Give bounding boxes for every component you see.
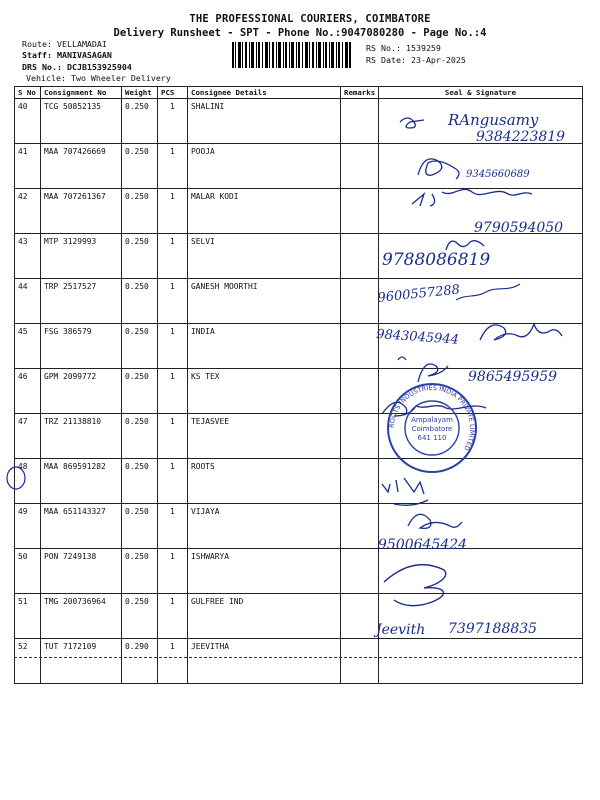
consignee-cell: GULFREE IND <box>188 594 341 639</box>
sno-cell: 44 <box>15 279 41 324</box>
staff: Staff: MANIVASAGAN <box>22 50 112 60</box>
consignee-cell: GANESH MOORTHI <box>188 279 341 324</box>
col-pcs: PCS <box>158 87 188 99</box>
signature-cell <box>379 324 583 369</box>
consignment-cell: PON 7249138 <box>41 549 122 594</box>
stamp-ring-text: ROOTS INDUSTRIES INDIA PRIVATE LIMITED <box>387 383 477 453</box>
col-weight: Weight <box>122 87 158 99</box>
signature-45-phone: 9843045944 <box>375 327 460 348</box>
consignee-cell: SHALINI <box>188 99 341 144</box>
sno-cell: 48 <box>15 459 41 504</box>
table-row <box>15 324 583 369</box>
weight-cell: 0.250 <box>122 144 158 189</box>
signature-cell <box>379 369 583 414</box>
remarks-cell <box>341 549 379 594</box>
signature-cell <box>379 189 583 234</box>
consignment-cell: MAA 869591282 <box>41 459 122 504</box>
consignment-cell: TMG 200736964 <box>41 594 122 639</box>
drs-number: DRS No.: DCJB153925904 <box>22 62 132 72</box>
sno-cell: 50 <box>15 549 41 594</box>
vehicle: Vehicle: Two Wheeler Delivery <box>26 73 171 83</box>
pcs-cell: 1 <box>158 504 188 549</box>
signature-41-phone: 9345660689 <box>466 169 530 180</box>
col-sno: S No <box>15 87 41 99</box>
table-row <box>15 459 583 504</box>
consignment-cell: TCG 50852135 <box>41 99 122 144</box>
table-row <box>15 594 583 639</box>
pcs-cell: 1 <box>158 324 188 369</box>
col-consignment: Consignment No <box>41 87 122 99</box>
signature-46-phone: 9865495959 <box>468 369 558 385</box>
weight-cell: 0.250 <box>122 279 158 324</box>
signature-cell <box>379 144 583 189</box>
remarks-cell <box>341 324 379 369</box>
sno-cell: 47 <box>15 414 41 459</box>
signature-40-phone: 9384223819 <box>476 129 566 145</box>
table-row <box>15 369 583 414</box>
weight-cell: 0.250 <box>122 459 158 504</box>
remarks-cell <box>341 189 379 234</box>
stamp-line-2: Coimbatore <box>411 425 453 433</box>
signature-cell <box>379 594 583 639</box>
table-row <box>15 414 583 459</box>
consignee-cell: POOJA <box>188 144 341 189</box>
remarks-cell <box>341 414 379 459</box>
weight-cell: 0.250 <box>122 369 158 414</box>
barcode <box>232 42 352 68</box>
pcs-cell: 1 <box>158 549 188 594</box>
signature-44-phone: 9600557288 <box>376 282 461 306</box>
remarks-cell <box>341 639 379 684</box>
consignment-cell: GPM 2099772 <box>41 369 122 414</box>
pcs-cell: 1 <box>158 369 188 414</box>
remarks-cell <box>341 459 379 504</box>
consignee-cell: TEJASVEE <box>188 414 341 459</box>
col-signature: Seal & Signature <box>379 87 583 99</box>
signature-cell <box>379 549 583 594</box>
remarks-cell <box>341 234 379 279</box>
consignment-cell: MTP 3129993 <box>41 234 122 279</box>
table-row <box>15 504 583 549</box>
sno-cell: 49 <box>15 504 41 549</box>
table-row <box>15 144 583 189</box>
pcs-cell: 1 <box>158 279 188 324</box>
sno-cell: 41 <box>15 144 41 189</box>
consignee-cell: JEEVITHA <box>188 639 341 684</box>
sno-cell: 43 <box>15 234 41 279</box>
consignment-cell: TRZ 21138810 <box>41 414 122 459</box>
consignee-cell: ROOTS <box>188 459 341 504</box>
table-row <box>15 279 583 324</box>
weight-cell: 0.290 <box>122 639 158 684</box>
consignment-cell: MAA 707261367 <box>41 189 122 234</box>
remarks-cell <box>341 99 379 144</box>
remarks-cell <box>341 504 379 549</box>
consignment-cell: TRP 2517527 <box>41 279 122 324</box>
consignment-cell: FSG 386579 <box>41 324 122 369</box>
weight-cell: 0.250 <box>122 549 158 594</box>
signature-cell <box>379 639 583 684</box>
weight-cell: 0.250 <box>122 99 158 144</box>
pcs-cell: 1 <box>158 594 188 639</box>
remarks-cell <box>341 594 379 639</box>
runsheet-subtitle: Delivery Runsheet - SPT - Phone No.:9047080280 - Page No.:4 <box>113 27 487 39</box>
signature-cell <box>379 234 583 279</box>
signature-52-name: Jeevith <box>376 622 426 638</box>
sno-cell: 52 <box>15 639 41 684</box>
stamp-line-1: Ampalayam <box>411 416 453 424</box>
end-divider <box>14 657 582 658</box>
table-row <box>15 234 583 279</box>
pcs-cell: 1 <box>158 144 188 189</box>
sno-cell: 46 <box>15 369 41 414</box>
signature-40-name: RAngusamy <box>448 111 539 129</box>
weight-cell: 0.250 <box>122 189 158 234</box>
table-row <box>15 639 583 684</box>
runsheet-table <box>14 86 583 684</box>
signature-42-phone: 9790594050 <box>474 220 564 236</box>
sno-cell: 40 <box>15 99 41 144</box>
signature-50-phone: 9500645424 <box>378 537 468 553</box>
rs-date: RS Date: 23-Apr-2025 <box>366 55 466 65</box>
consignee-cell: INDIA <box>188 324 341 369</box>
table-row <box>15 549 583 594</box>
consignee-cell: MALAR KODI <box>188 189 341 234</box>
sno-cell: 42 <box>15 189 41 234</box>
pcs-cell: 1 <box>158 234 188 279</box>
pcs-cell: 1 <box>158 639 188 684</box>
weight-cell: 0.250 <box>122 504 158 549</box>
pcs-cell: 1 <box>158 189 188 234</box>
weight-cell: 0.250 <box>122 594 158 639</box>
col-remarks: Remarks <box>341 87 379 99</box>
consignee-cell: ISHWARYA <box>188 549 341 594</box>
consignee-cell: SELVI <box>188 234 341 279</box>
col-consignee: Consignee Details <box>188 87 341 99</box>
remarks-cell <box>341 144 379 189</box>
sno-cell: 45 <box>15 324 41 369</box>
consignee-cell: VIJAYA <box>188 504 341 549</box>
signature-cell <box>379 414 583 459</box>
table-row <box>15 189 583 234</box>
signature-cell <box>379 504 583 549</box>
signature-52-phone: 7397188835 <box>448 621 538 637</box>
consignment-cell: MAA 651143327 <box>41 504 122 549</box>
signature-cell <box>376 279 583 324</box>
weight-cell: 0.250 <box>122 234 158 279</box>
pcs-cell: 1 <box>158 459 188 504</box>
rs-number: RS No.: 1539259 <box>366 43 441 53</box>
table-header-row <box>15 87 583 99</box>
remarks-cell <box>341 369 379 414</box>
consignment-cell: TUT 7172109 <box>41 639 122 684</box>
pcs-cell: 1 <box>158 414 188 459</box>
signature-43-phone: 9788086819 <box>382 250 491 270</box>
stamp-line-3: 641 110 <box>417 434 447 442</box>
consignment-cell: MAA 707426669 <box>41 144 122 189</box>
table-row <box>15 99 583 144</box>
signature-cell <box>379 99 583 144</box>
signature-cell <box>379 459 583 504</box>
remarks-cell <box>341 279 379 324</box>
company-title: THE PROFESSIONAL COURIERS, COIMBATORE <box>189 13 431 25</box>
weight-cell: 0.250 <box>122 324 158 369</box>
pcs-cell: 1 <box>158 99 188 144</box>
weight-cell: 0.250 <box>122 414 158 459</box>
route: Route: VELLAMADAI <box>22 39 107 49</box>
consignee-cell: KS TEX <box>188 369 341 414</box>
sno-cell: 51 <box>15 594 41 639</box>
